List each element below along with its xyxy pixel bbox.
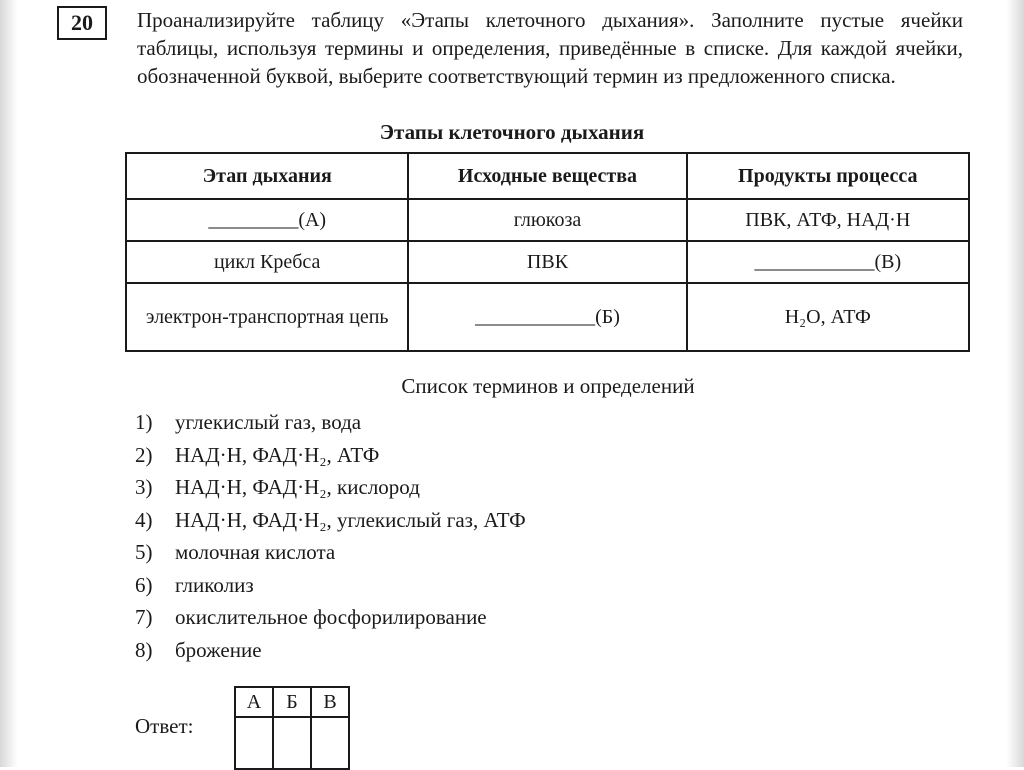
- list-item-text: НАД·Н, ФАД·Н₂, АТФ: [175, 442, 380, 467]
- answer-header-row: [235, 687, 349, 717]
- list-item: [135, 536, 526, 569]
- answer-label: Ответ:: [135, 714, 194, 738]
- cell-products: ПВК, АТФ, НАД·Н: [687, 199, 969, 241]
- list-item: [135, 406, 526, 439]
- answer-cell-b[interactable]: [273, 717, 311, 769]
- cell-products-v-blank: ____________(В): [687, 241, 969, 283]
- answer-column-v: В: [311, 687, 349, 717]
- list-item-text: углекислый газ, вода: [175, 410, 362, 434]
- list-item-number: 2): [135, 442, 153, 467]
- question-number: 20: [57, 6, 107, 40]
- list-item: [135, 601, 526, 634]
- list-item-number: 3): [135, 475, 153, 499]
- column-header-stage: Этап дыхания: [126, 153, 408, 199]
- list-item-text: НАД·Н, ФАД·Н₂, углекислый газ, АТФ: [175, 507, 526, 532]
- cell-stage: электрон-транспортная цепь: [126, 283, 408, 351]
- table-row: [126, 283, 969, 351]
- cell-inputs: ПВК: [408, 241, 686, 283]
- answer-column-b: Б: [273, 687, 311, 717]
- list-item-number: 8): [135, 637, 153, 662]
- answer-column-a: А: [235, 687, 273, 717]
- list-item-text: молочная кислота: [175, 540, 336, 564]
- answer-grid: [234, 686, 350, 770]
- cell-stage-a-blank: _________(А): [126, 199, 408, 241]
- list-item-number: 1): [135, 410, 153, 434]
- cell-products: H₂O, АТФ: [687, 283, 969, 351]
- list-item: [135, 504, 526, 537]
- list-item-text: НАД·Н, ФАД·Н₂, кислород: [175, 475, 420, 499]
- list-item-text: гликолиз: [175, 572, 254, 597]
- answer-cell-a[interactable]: [235, 717, 273, 769]
- answer-cell-v[interactable]: [311, 717, 349, 769]
- cell-stage: цикл Кребса: [126, 241, 408, 283]
- list-item: [135, 439, 526, 472]
- column-header-products: Продукты процесса: [687, 153, 969, 199]
- task-instructions-text: Проанализируйте таблицу «Этапы клеточного дыхания». Заполните пустые ячейки таблицы, используя термины и определения, приведённые в списке. Для каждой ячейки, обозначенной буквой, выберите соответствующий термин из предложенного списка.: [137, 8, 963, 88]
- column-header-inputs: Исходные вещества: [408, 153, 686, 199]
- cell-inputs: глюкоза: [408, 199, 686, 241]
- table-header-row: [126, 153, 969, 199]
- terms-list-title: Список терминов и определений: [401, 374, 695, 398]
- table-row: [126, 199, 969, 241]
- cell-inputs-b-blank: ____________(Б): [408, 283, 686, 351]
- list-item: [135, 569, 526, 602]
- list-item-text: брожение: [175, 637, 262, 662]
- table-title: Этапы клеточного дыхания: [379, 120, 645, 144]
- table-row: [126, 241, 969, 283]
- answer-input-row: [235, 717, 349, 769]
- list-item-number: 5): [135, 540, 153, 564]
- list-item-number: 7): [135, 605, 153, 629]
- list-item: [135, 634, 526, 667]
- task-instructions: [137, 6, 963, 90]
- list-item-number: 6): [135, 572, 153, 597]
- respiration-stages-table: [125, 152, 970, 352]
- terms-list: [135, 406, 526, 666]
- list-item: [135, 471, 526, 504]
- list-item-number: 4): [135, 507, 153, 532]
- list-item-text: окислительное фосфорилирование: [175, 605, 487, 629]
